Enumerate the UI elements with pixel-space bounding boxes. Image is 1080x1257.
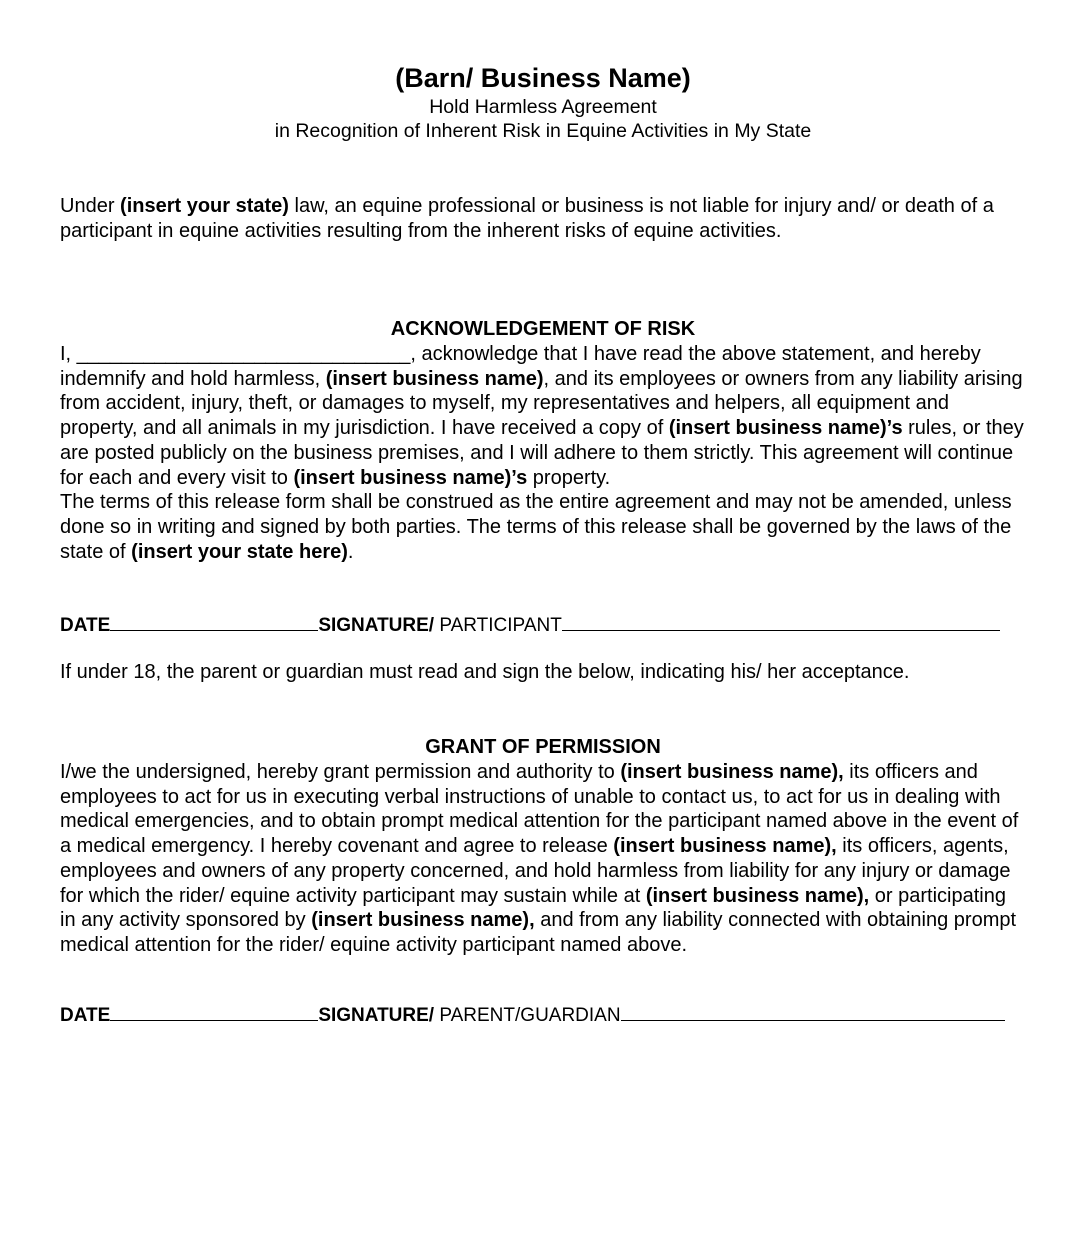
date-field[interactable] [110,612,318,631]
date-label: DATE [60,615,111,636]
participant-name-blank[interactable]: ______________________________ [76,343,411,365]
guardian-signature-field[interactable] [621,1002,1005,1021]
signature-label: SIGNATURE/ [318,1005,435,1026]
grant-heading: GRANT OF PERMISSION [425,736,661,758]
signature-label: SIGNATURE/ [318,615,435,636]
participant-signature-line [60,612,1026,638]
participant-signature-field[interactable] [562,612,1000,631]
minor-note: If under 18, the parent or guardian must read and sign the below, indicating his/ her acceptance. [60,661,910,683]
acknowledgement-paragraph: I, ______________________________, acknowledge that I have read the above statement, and hereby indemnify and hold harmless, (insert business name), and its employees or owners from any liability arising from accident, injury, theft, or damages to myself, my representatives and helpers, all equipment and property, and all animals in my jurisdiction. I have received a copy of (insert business name)’s rules, or they are posted publicly on the business premises, and I will adhere to them strictly. This agreement will continue for each and every visit to (insert business name)’s property. The terms of this release form shall be construed as the entire agreement and may not be amended, unless done so in writing and signed by both parties. The terms of this release shall be governed by the laws of the state of (insert your state here). [60,343,1024,563]
date-label: DATE [60,1005,111,1026]
guardian-role-label: PARENT/GUARDIAN [434,1005,621,1026]
document-subtitle-recognition: in Recognition of Inherent Risk in Equine Activities in My State [274,120,812,142]
intro-paragraph: Under (insert your state) law, an equine professional or business is not liable for injury and/ or death of a participant in equine activities resulting from the inherent risks of equine activities. [60,195,994,242]
participant-role-label: PARTICIPANT [434,615,562,636]
date-field[interactable] [110,1002,318,1021]
guardian-signature-line [60,1002,1026,1028]
acknowledgement-heading: ACKNOWLEDGEMENT OF RISK [390,318,696,340]
document-subtitle: Hold Harmless Agreement [429,96,657,118]
grant-paragraph: I/we the undersigned, hereby grant permission and authority to (insert business name), its officers and employees to act for us in executing verbal instructions of unable to contact us, to act for us in dealing with medical emergencies, and to obtain prompt medical attention for the participant named above in the event of a medical emergency. I hereby covenant and agree to release (insert business name), its officers, agents, employees and owners of any property concerned, and hold harmless from liability for any injury or damage for which the rider/ equine activity participant may sustain while at (insert business name), or participating in any activity sponsored by (insert business name), and from any liability connected with obtaining prompt medical attention for the rider/ equine activity participant named above. [60,761,1019,956]
document-title: (Barn/ Business Name) [395,63,691,93]
